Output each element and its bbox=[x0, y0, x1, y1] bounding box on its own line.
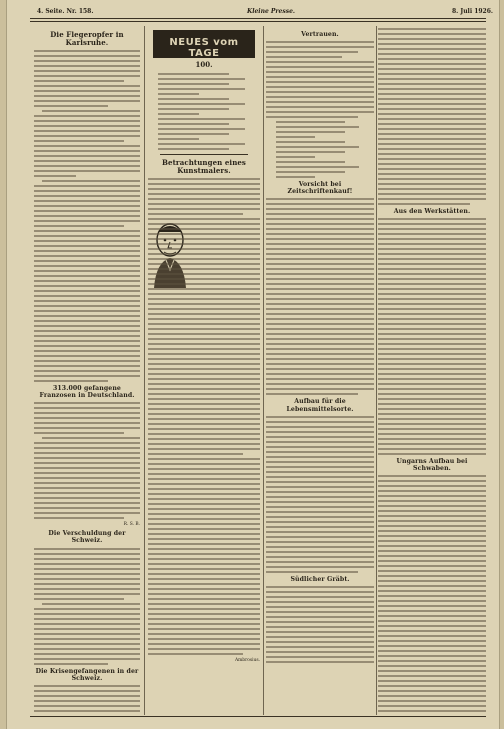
article-headline: Die Verschuldung der Schweiz. bbox=[48, 530, 126, 545]
article-body bbox=[148, 178, 260, 215]
article-body bbox=[34, 685, 140, 715]
article-headline: Die Flegeropfer in Karlsruhe. bbox=[50, 30, 124, 48]
article-body bbox=[378, 475, 486, 715]
article-headline: Südlicher Gräbt. bbox=[290, 575, 350, 583]
article-body bbox=[34, 50, 140, 382]
footer-rule bbox=[30, 716, 486, 717]
article-body bbox=[34, 402, 140, 519]
header-rule bbox=[30, 18, 486, 19]
feuilleton-masthead bbox=[153, 30, 255, 58]
column-2 bbox=[148, 28, 260, 715]
divider bbox=[160, 154, 248, 155]
paper-name: Kleine Presse. bbox=[247, 8, 296, 15]
article-headline: Vertrauen. bbox=[301, 31, 339, 38]
page-number: 4. Seite. Nr. 158. bbox=[37, 8, 94, 15]
installment-number: 100. bbox=[195, 60, 213, 69]
column-divider bbox=[376, 26, 377, 715]
article-headline: Betrachtungen eines Kunstmalers. bbox=[162, 158, 246, 176]
article-headline: Die Krisengefangenen in der Schweiz. bbox=[35, 667, 139, 682]
article-body bbox=[266, 586, 374, 663]
column-divider bbox=[263, 26, 264, 715]
article-headline: Aufbau für die Lebensmittelsorte. bbox=[286, 398, 354, 413]
poem-text bbox=[158, 73, 260, 150]
column-divider bbox=[144, 26, 145, 715]
article-signature: Ambrosius. bbox=[234, 658, 260, 664]
article-signature: R. S. B. bbox=[123, 522, 140, 528]
article-body bbox=[266, 198, 374, 395]
column-4 bbox=[378, 28, 486, 715]
poem-text bbox=[276, 121, 374, 178]
article-headline: Aus den Werkstätten. bbox=[393, 208, 471, 215]
page-header bbox=[37, 6, 493, 18]
article-body bbox=[266, 416, 374, 573]
column-3 bbox=[266, 28, 374, 715]
article-headline: 313.000 gefangene Franzosen in Deutschland. bbox=[39, 385, 135, 400]
article-body bbox=[34, 548, 140, 665]
article-body bbox=[378, 218, 486, 455]
article-body bbox=[148, 218, 260, 655]
article-headline: Ungarns Aufbau bei Schwaben. bbox=[396, 458, 468, 473]
issue-date: 8. Juli 1926. bbox=[452, 8, 493, 15]
article-headline: Vorsicht bei Zeitschriftenkauf! bbox=[287, 181, 353, 196]
header-rule-2 bbox=[30, 21, 486, 22]
masthead-title: NEUES vom TAGE bbox=[169, 37, 239, 59]
article-body bbox=[266, 41, 374, 118]
column-1 bbox=[34, 28, 140, 715]
article-body bbox=[378, 28, 486, 205]
